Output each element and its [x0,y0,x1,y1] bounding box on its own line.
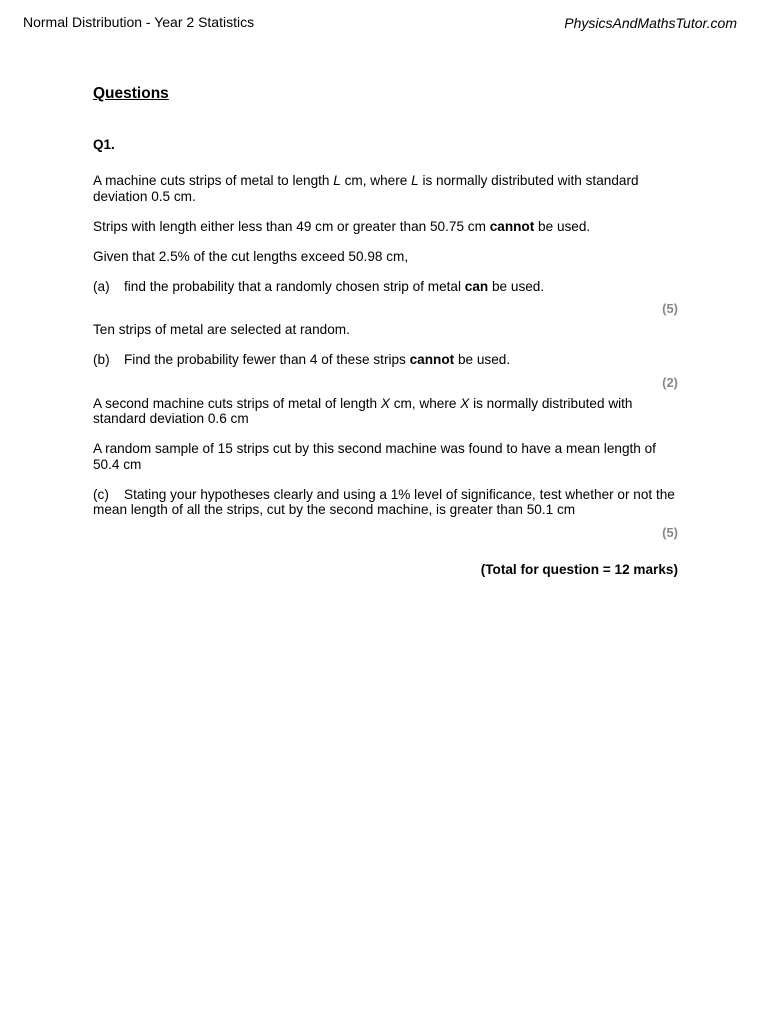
second-machine-paragraph [93,396,678,427]
part-c-label: (c) [93,486,109,502]
part-b-label: (b) [93,352,110,367]
ten-strips-paragraph: Ten strips of metal are selected at random. [93,322,350,337]
section-heading: Questions [93,85,169,102]
part-a-bold: can [464,278,489,294]
variable-l: L [411,173,419,188]
header-title: Normal Distribution - Year 2 Statistics [23,14,255,30]
part-a [93,279,678,295]
variable-l: L [333,173,341,188]
part-b [93,352,678,368]
part-a-text-1: find the probability that a randomly chosen strip of metal [124,278,465,294]
part-b-text-2: be used. [454,352,511,367]
second-text-3: is normally distributed with standard deviation 0.6 cm [93,395,633,426]
second-text-1: A second machine cuts strips of metal of length [93,395,381,411]
question-number: Q1. [93,137,115,152]
intro-text-1: A machine cuts strips of metal to length [93,173,334,188]
part-c-text: Stating your hypotheses clearly and using a 1% level of significance, test whether or not the mean length of all the strips, cut by the second machine, is greater than 50.1 cm [93,486,675,517]
strips-bold: cannot [489,218,535,234]
variable-x: X [460,395,470,411]
part-a-label: (a) [93,278,110,294]
header-site: PhysicsAndMathsTutor.com [564,15,737,31]
sample-paragraph: A random sample of 15 strips cut by this second machine was found to have a mean length of 50.4 cm [93,441,656,472]
second-text-2: cm, where [389,395,461,411]
intro-paragraph [93,173,678,204]
strips-text-2: be used. [534,218,591,234]
part-a-text-2: be used. [488,278,545,294]
question-content [93,86,678,577]
strips-paragraph [93,219,678,235]
total-marks: (Total for question = 12 marks) [480,561,678,577]
part-b-text-1: Find the probability fewer than 4 of these strips [124,352,410,367]
strips-text-1: Strips with length either less than 49 cm or greater than 50.75 cm [93,218,490,234]
intro-text-2: cm, where [340,173,412,188]
intro-text-3: is normally distributed with standard deviation 0.5 cm. [93,173,639,204]
part-c [93,487,678,518]
variable-x: X [380,395,390,411]
part-a-marks: (5) [662,301,678,316]
given-paragraph: Given that 2.5% of the cut lengths exceed 50.98 cm, [93,248,409,264]
part-b-marks: (2) [662,374,678,390]
part-b-bold: cannot [409,352,455,367]
part-c-marks: (5) [662,524,678,540]
